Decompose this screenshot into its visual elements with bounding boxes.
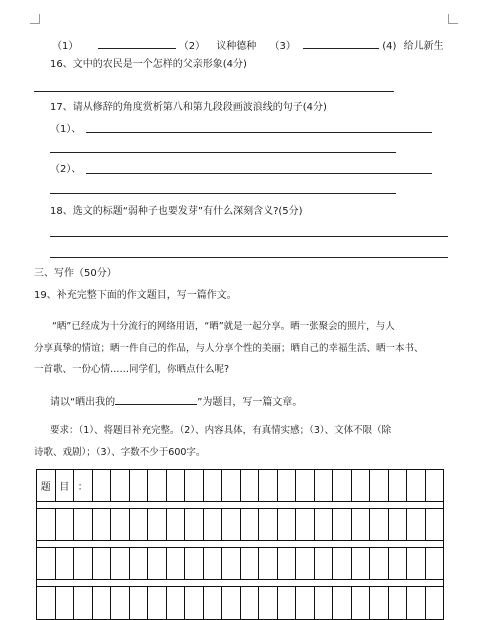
q18-answer-line-1: [50, 236, 448, 237]
section-writing-heading: 三、写作（50分）: [34, 268, 117, 279]
q17-answer-label-2: （2）、: [50, 164, 82, 175]
grid-cell: [407, 509, 426, 541]
grid-cell: [352, 509, 371, 541]
grid-cell: [148, 587, 167, 620]
q16-number: 16、: [50, 59, 73, 70]
grid-cell: [185, 587, 204, 620]
q17-answer-line-2a: [86, 173, 432, 174]
grid-cell: [111, 587, 130, 620]
grid-row: [36, 508, 444, 541]
grid-cell: [37, 509, 56, 541]
q17-answer-line-1a: [86, 132, 432, 133]
q17-number: 17、: [50, 102, 73, 113]
grid-cell: [111, 470, 130, 502]
grid-cell: 题: [37, 470, 56, 502]
grid-cell: [333, 470, 352, 502]
grid-cell: [148, 509, 167, 541]
q19-intro-line-1: “晒”已经成为十分流行的网络用语，“晒”就是一起分享。晒一张聚会的照片，与人: [52, 321, 395, 332]
grid-cell: [407, 548, 426, 580]
grid-cell: [222, 470, 241, 502]
grid-cell: [56, 587, 75, 620]
grid-cell: [259, 587, 278, 620]
q19-number: 19、: [34, 290, 57, 301]
q15-answer-row: [52, 37, 444, 54]
q17-answer-line-2b: [50, 193, 396, 194]
grid-cell: [315, 470, 334, 502]
grid-row: [36, 586, 444, 620]
q19-question: [34, 289, 237, 303]
q18-answer-line-2: [50, 257, 448, 258]
grid-cell: [111, 509, 130, 541]
grid-cell: [148, 548, 167, 580]
q19-title-suffix: ”为题目，写一篇文章。: [197, 397, 303, 408]
grid-cell: [426, 470, 445, 502]
q16-question: [50, 58, 247, 72]
grid-cell: [93, 548, 112, 580]
grid-cell: [185, 470, 204, 502]
grid-cell: [93, 470, 112, 502]
q19-intro-line-3: 一首歌、一份心情……同学们，你晒点什么呢?: [34, 364, 230, 375]
grid-cell: [93, 509, 112, 541]
grid-cell: [37, 548, 56, 580]
grid-cell: [74, 587, 93, 620]
q17-question: [50, 101, 327, 115]
grid-cell: [204, 470, 223, 502]
grid-cell: [296, 548, 315, 580]
grid-cell: [333, 587, 352, 620]
grid-cell: [426, 587, 445, 620]
grid-cell: [352, 587, 371, 620]
grid-cell: [333, 548, 352, 580]
grid-cell: [74, 509, 93, 541]
q17-answer-line-1b: [50, 152, 396, 153]
grid-cell: [278, 587, 297, 620]
grid-cell: [37, 587, 56, 620]
q19-title-prefix: 请以“晒出我的: [50, 397, 116, 408]
grid-cell: [204, 509, 223, 541]
q16-text: 文中的农民是一个怎样的父亲形象(4分): [72, 59, 247, 70]
q15-answer-4: 给儿新生: [403, 41, 444, 52]
grid-cell: [278, 548, 297, 580]
grid-cell: [315, 587, 334, 620]
grid-cell: [56, 548, 75, 580]
grid-cell: [130, 587, 149, 620]
grid-cell: [370, 587, 389, 620]
grid-cell: [241, 587, 260, 620]
q15-answer-2: 议种德种: [216, 41, 257, 52]
q15-label-2: （2）: [178, 41, 206, 52]
grid-cell: [130, 509, 149, 541]
grid-cell: [407, 587, 426, 620]
grid-cell: [111, 548, 130, 580]
q19-intro-line-2: 分享真挚的情谊；晒一件自己的作品，与人分享个性的美丽；晒自己的幸福生活、晒一本书、: [34, 343, 424, 354]
q17-text: 请从修辞的角度赏析第八和第九段段画波浪线的句子(4分): [72, 102, 327, 113]
q15-label-3: （3）: [269, 41, 296, 52]
grid-cell: [167, 587, 186, 620]
grid-cell: [204, 548, 223, 580]
grid-row-title: [36, 469, 444, 502]
grid-cell: [56, 509, 75, 541]
grid-cell: [259, 509, 278, 541]
grid-cell: [74, 548, 93, 580]
q15-blank-3: [303, 37, 379, 49]
q15-label-1: （1）: [52, 41, 79, 52]
grid-cell: [148, 470, 167, 502]
grid-cell: [259, 470, 278, 502]
grid-row: [36, 547, 444, 580]
page-corner-mark-left: [30, 14, 40, 24]
q19-text: 补充完整下面的作文题目，写一篇作文。: [56, 290, 237, 301]
grid-cell: [241, 470, 260, 502]
q18-text: 选文的标题“弱种子也要发芽”有什么深刻含义?(5分): [72, 206, 303, 217]
grid-cell: [296, 587, 315, 620]
grid-cell: [241, 509, 260, 541]
grid-cell: [389, 548, 408, 580]
q17-answer-label-1: （1）、: [50, 124, 82, 135]
grid-cell: [167, 548, 186, 580]
q19-requirements-line-2: 诗歌、戏剧）；（3）、字数不少于600字。: [34, 447, 206, 458]
grid-cell: [315, 509, 334, 541]
grid-cell: [185, 509, 204, 541]
q19-requirements-line-1: 要求：（1）、将题目补充完整。（2）、内容具体，有真情实感；（3）、文体不限（除: [50, 425, 392, 436]
grid-cell: [278, 470, 297, 502]
grid-cell: [370, 509, 389, 541]
grid-cell: [352, 548, 371, 580]
grid-cell: [389, 470, 408, 502]
page-corner-mark-right: [448, 14, 458, 24]
grid-cell: [185, 548, 204, 580]
q18-question: [50, 205, 303, 219]
grid-cell: [93, 587, 112, 620]
grid-cell: [259, 548, 278, 580]
grid-cell: [204, 587, 223, 620]
q19-title-prompt: [50, 393, 302, 410]
grid-cell: [352, 470, 371, 502]
grid-cell: [426, 509, 445, 541]
grid-cell: [426, 548, 445, 580]
grid-cell: [222, 548, 241, 580]
grid-cell: [296, 509, 315, 541]
grid-cell: [167, 509, 186, 541]
grid-cell: [389, 587, 408, 620]
grid-cell: [130, 548, 149, 580]
q18-number: 18、: [50, 206, 73, 217]
q15-blank-1: [98, 37, 176, 49]
grid-cell: [407, 470, 426, 502]
grid-cell: [130, 470, 149, 502]
q15-label-4: (4): [382, 41, 397, 52]
grid-cell: [167, 470, 186, 502]
grid-cell: [241, 548, 260, 580]
grid-cell: [333, 509, 352, 541]
grid-cell: ：: [74, 470, 93, 502]
grid-cell: [389, 509, 408, 541]
grid-cell: 目: [56, 470, 75, 502]
grid-cell: [278, 509, 297, 541]
grid-cell: [370, 548, 389, 580]
grid-cell: [296, 470, 315, 502]
composition-grid: [36, 469, 444, 614]
q16-answer-line: [34, 91, 394, 92]
q19-title-blank: [115, 393, 197, 405]
grid-cell: [222, 509, 241, 541]
grid-cell: [370, 470, 389, 502]
grid-cell: [222, 587, 241, 620]
grid-cell: [315, 548, 334, 580]
